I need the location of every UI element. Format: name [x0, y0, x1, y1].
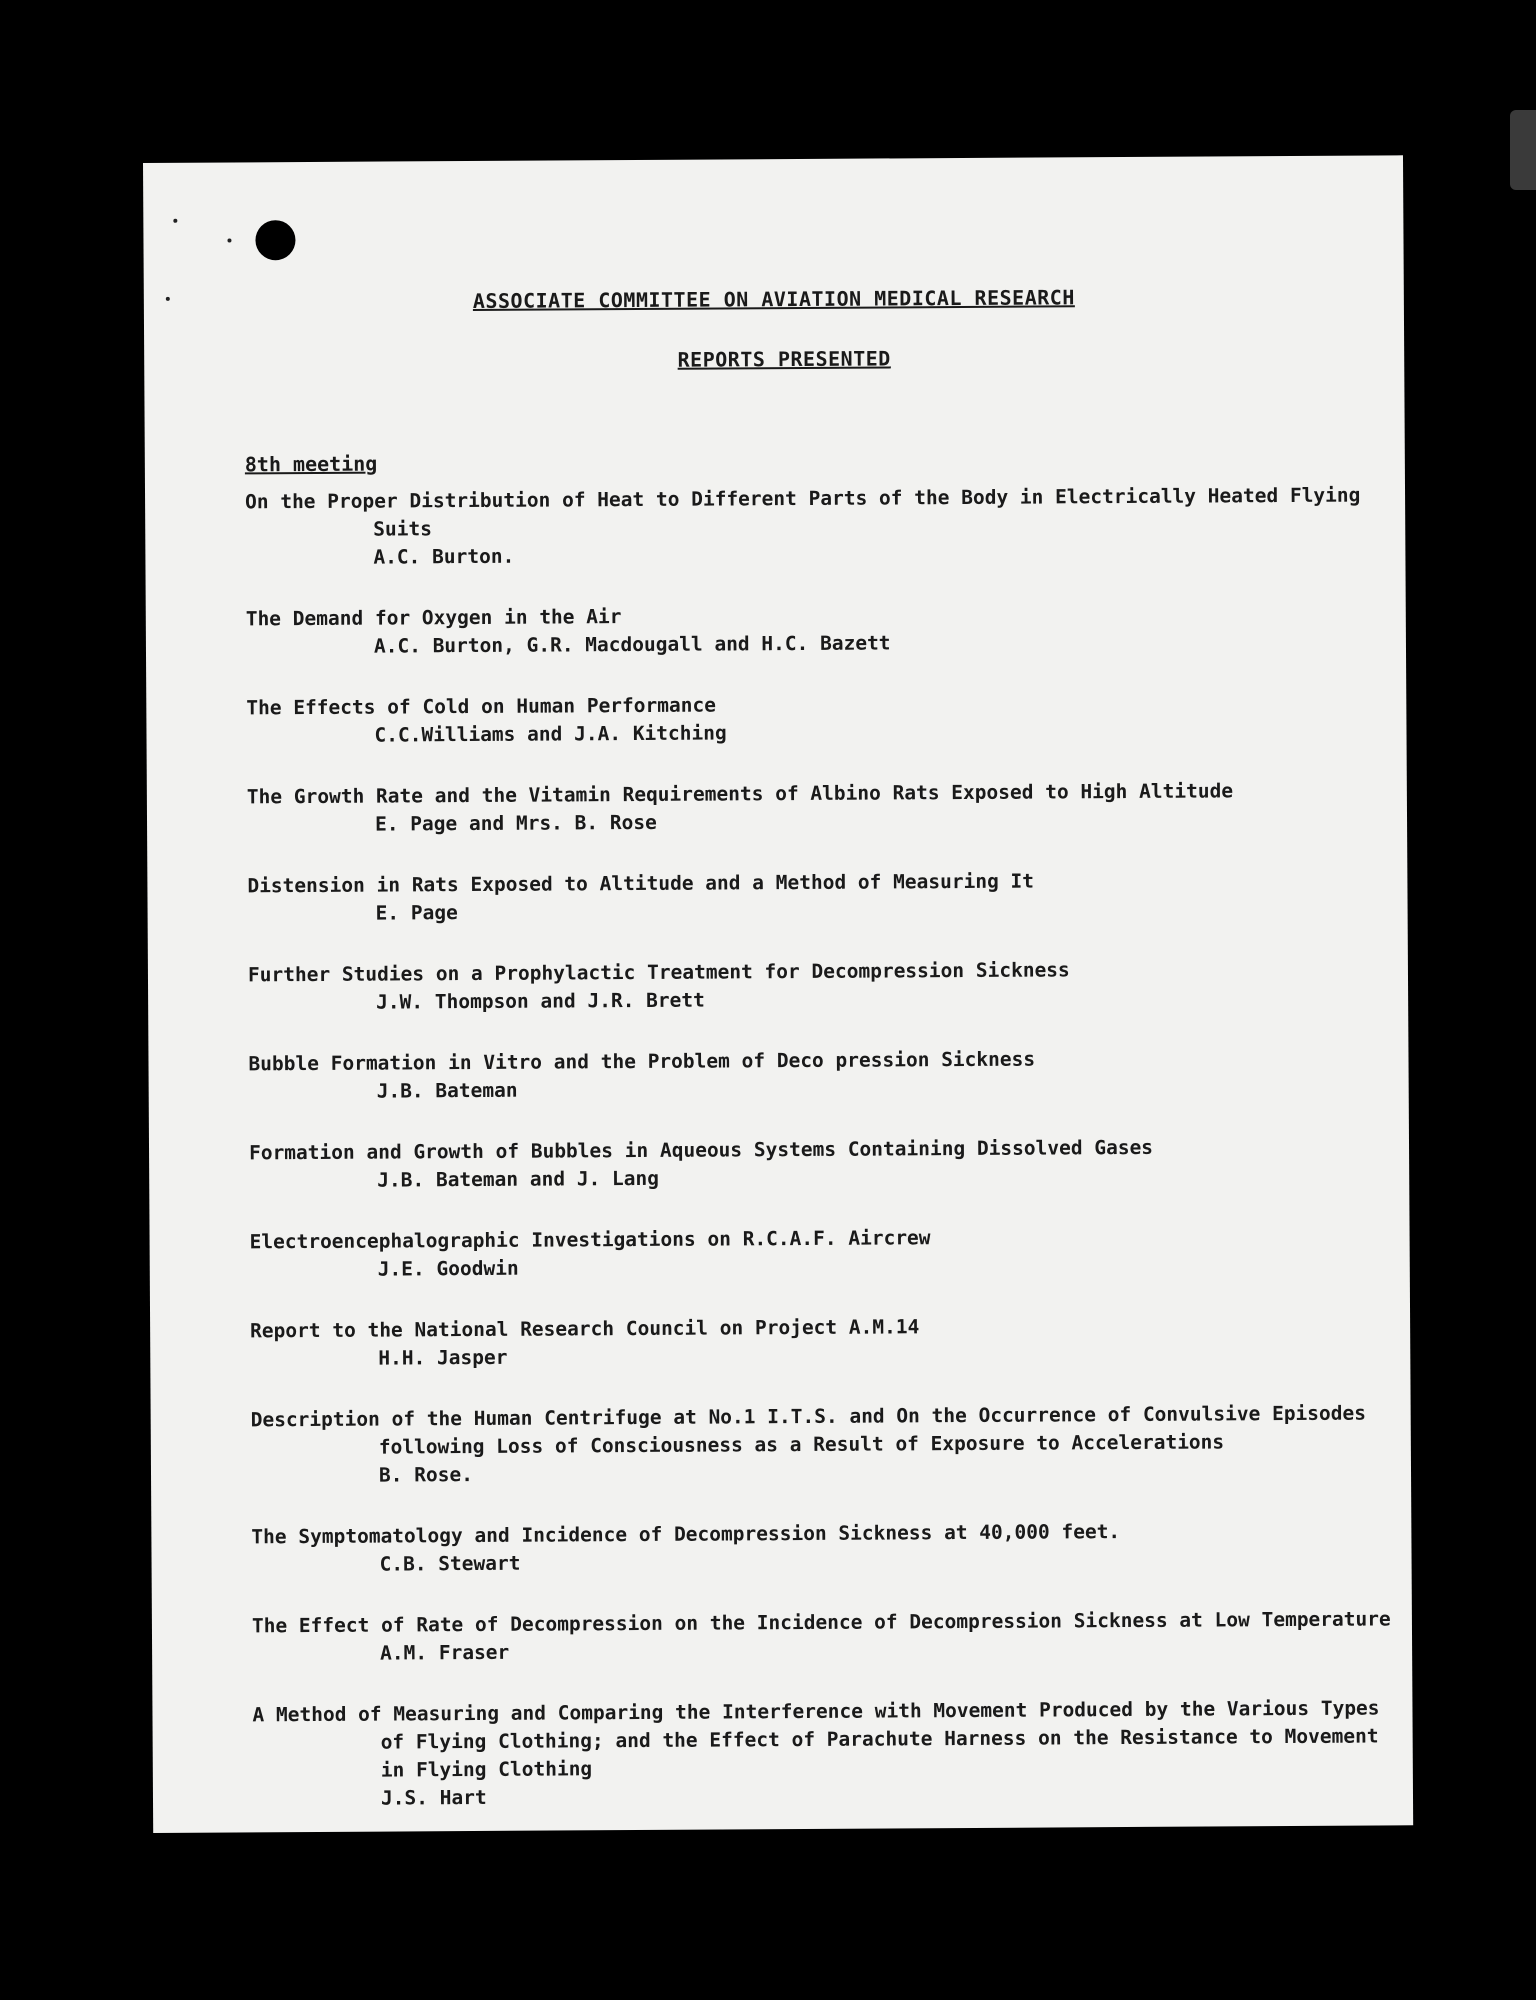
report-title: Formation and Growth of Bubbles in Aqueous Systems Containing Dissolved Gases [248, 1135, 1154, 1165]
report-title: The Symptomatology and Incidence of Decompression Sickness at 40,000 feet. [251, 1520, 1121, 1549]
report-authors: A.C. Burton. [373, 544, 515, 569]
report-authors: C.C.Williams and J.A. Kitching [374, 721, 727, 747]
reports-heading: REPORTS PRESENTED [677, 346, 891, 372]
report-authors: J.B. Bateman [376, 1078, 518, 1103]
report-entry [247, 776, 1387, 839]
report-authors: E. Page [375, 901, 458, 925]
punch-hole [255, 220, 295, 260]
report-authors: H.H. Jasper [378, 1345, 508, 1370]
report-title: The Effects of Cold on Human Performance [246, 693, 717, 720]
report-list [245, 481, 1393, 1833]
report-title: Further Studies on a Prophylactic Treatment for Decompression Sickness [247, 958, 1070, 987]
report-entry [250, 1310, 1390, 1373]
report-authors: J.B. Bateman and J. Lang [377, 1166, 660, 1192]
report-authors: B. Rose. [378, 1463, 474, 1487]
report-title: The Effect of Rate of Decompression on the Incidence of Decompression Sickness at Low Temperature [251, 1607, 1391, 1638]
report-entry [248, 954, 1388, 1017]
report-title: On the Proper Distribution of Heat to Different Parts of the Body in Electrically Heated Flying Suits [245, 483, 1361, 541]
report-title: A Method of Measuring and Comparing the Interference with Movement Produced by the Various Types of Flying Clothing; and the Effect of Parachute Harness on the Resistance to Movement in Flying Clothing [252, 1696, 1380, 1782]
report-title: Report to the National Research Council on Project A.M.14 [250, 1315, 920, 1343]
report-entry [252, 1605, 1392, 1668]
report-title: Electroencephalographic Investigations on R.C.A.F. Aircrew [249, 1226, 931, 1254]
report-entry [246, 598, 1386, 661]
report-title: Distension in Rats Exposed to Altitude and a Method of Measuring It [247, 869, 1035, 898]
speck [173, 219, 177, 223]
report-entry [251, 1516, 1391, 1579]
report-entry [246, 687, 1386, 750]
report-entry [247, 865, 1387, 928]
committee-title: ASSOCIATE COMMITTEE ON AVIATION MEDICAL RESEARCH [472, 285, 1075, 313]
report-title: The Growth Rate and the Vitamin Requirements of Albino Rats Exposed to High Altitude [246, 779, 1234, 809]
document-page [143, 155, 1413, 1833]
report-authors: C.B. Stewart [379, 1551, 521, 1576]
report-entry [249, 1132, 1389, 1195]
report-authors: J.S. Hart [380, 1785, 487, 1810]
film-edge [1510, 110, 1536, 190]
report-title: Description of the Human Centrifuge at No.1 I.T.S. and On the Occurrence of Convulsive Episodes following Loss of Consciousness as a Result of Exposure to Accelerations [250, 1401, 1367, 1459]
report-title: The Demand for Oxygen in the Air [245, 605, 622, 631]
report-authors: A.M. Fraser [380, 1640, 510, 1665]
report-authors: J.W. Thompson and J.R. Brett [376, 988, 705, 1014]
speck [227, 238, 231, 242]
report-entry [252, 1694, 1393, 1813]
report-authors: J.E. Goodwin [377, 1256, 519, 1281]
report-title: Bubble Formation in Vitro and the Problem of Deco pression Sickness [248, 1047, 1036, 1076]
meeting-heading: 8th meeting [244, 451, 378, 477]
report-entry [250, 1221, 1390, 1284]
report-entry [248, 1043, 1388, 1106]
report-authors: E. Page and Mrs. B. Rose [374, 810, 657, 836]
report-entry [245, 481, 1385, 572]
report-entry [251, 1399, 1391, 1490]
report-authors: A.C. Burton, G.R. Macdougall and H.C. Bazett [373, 631, 891, 658]
